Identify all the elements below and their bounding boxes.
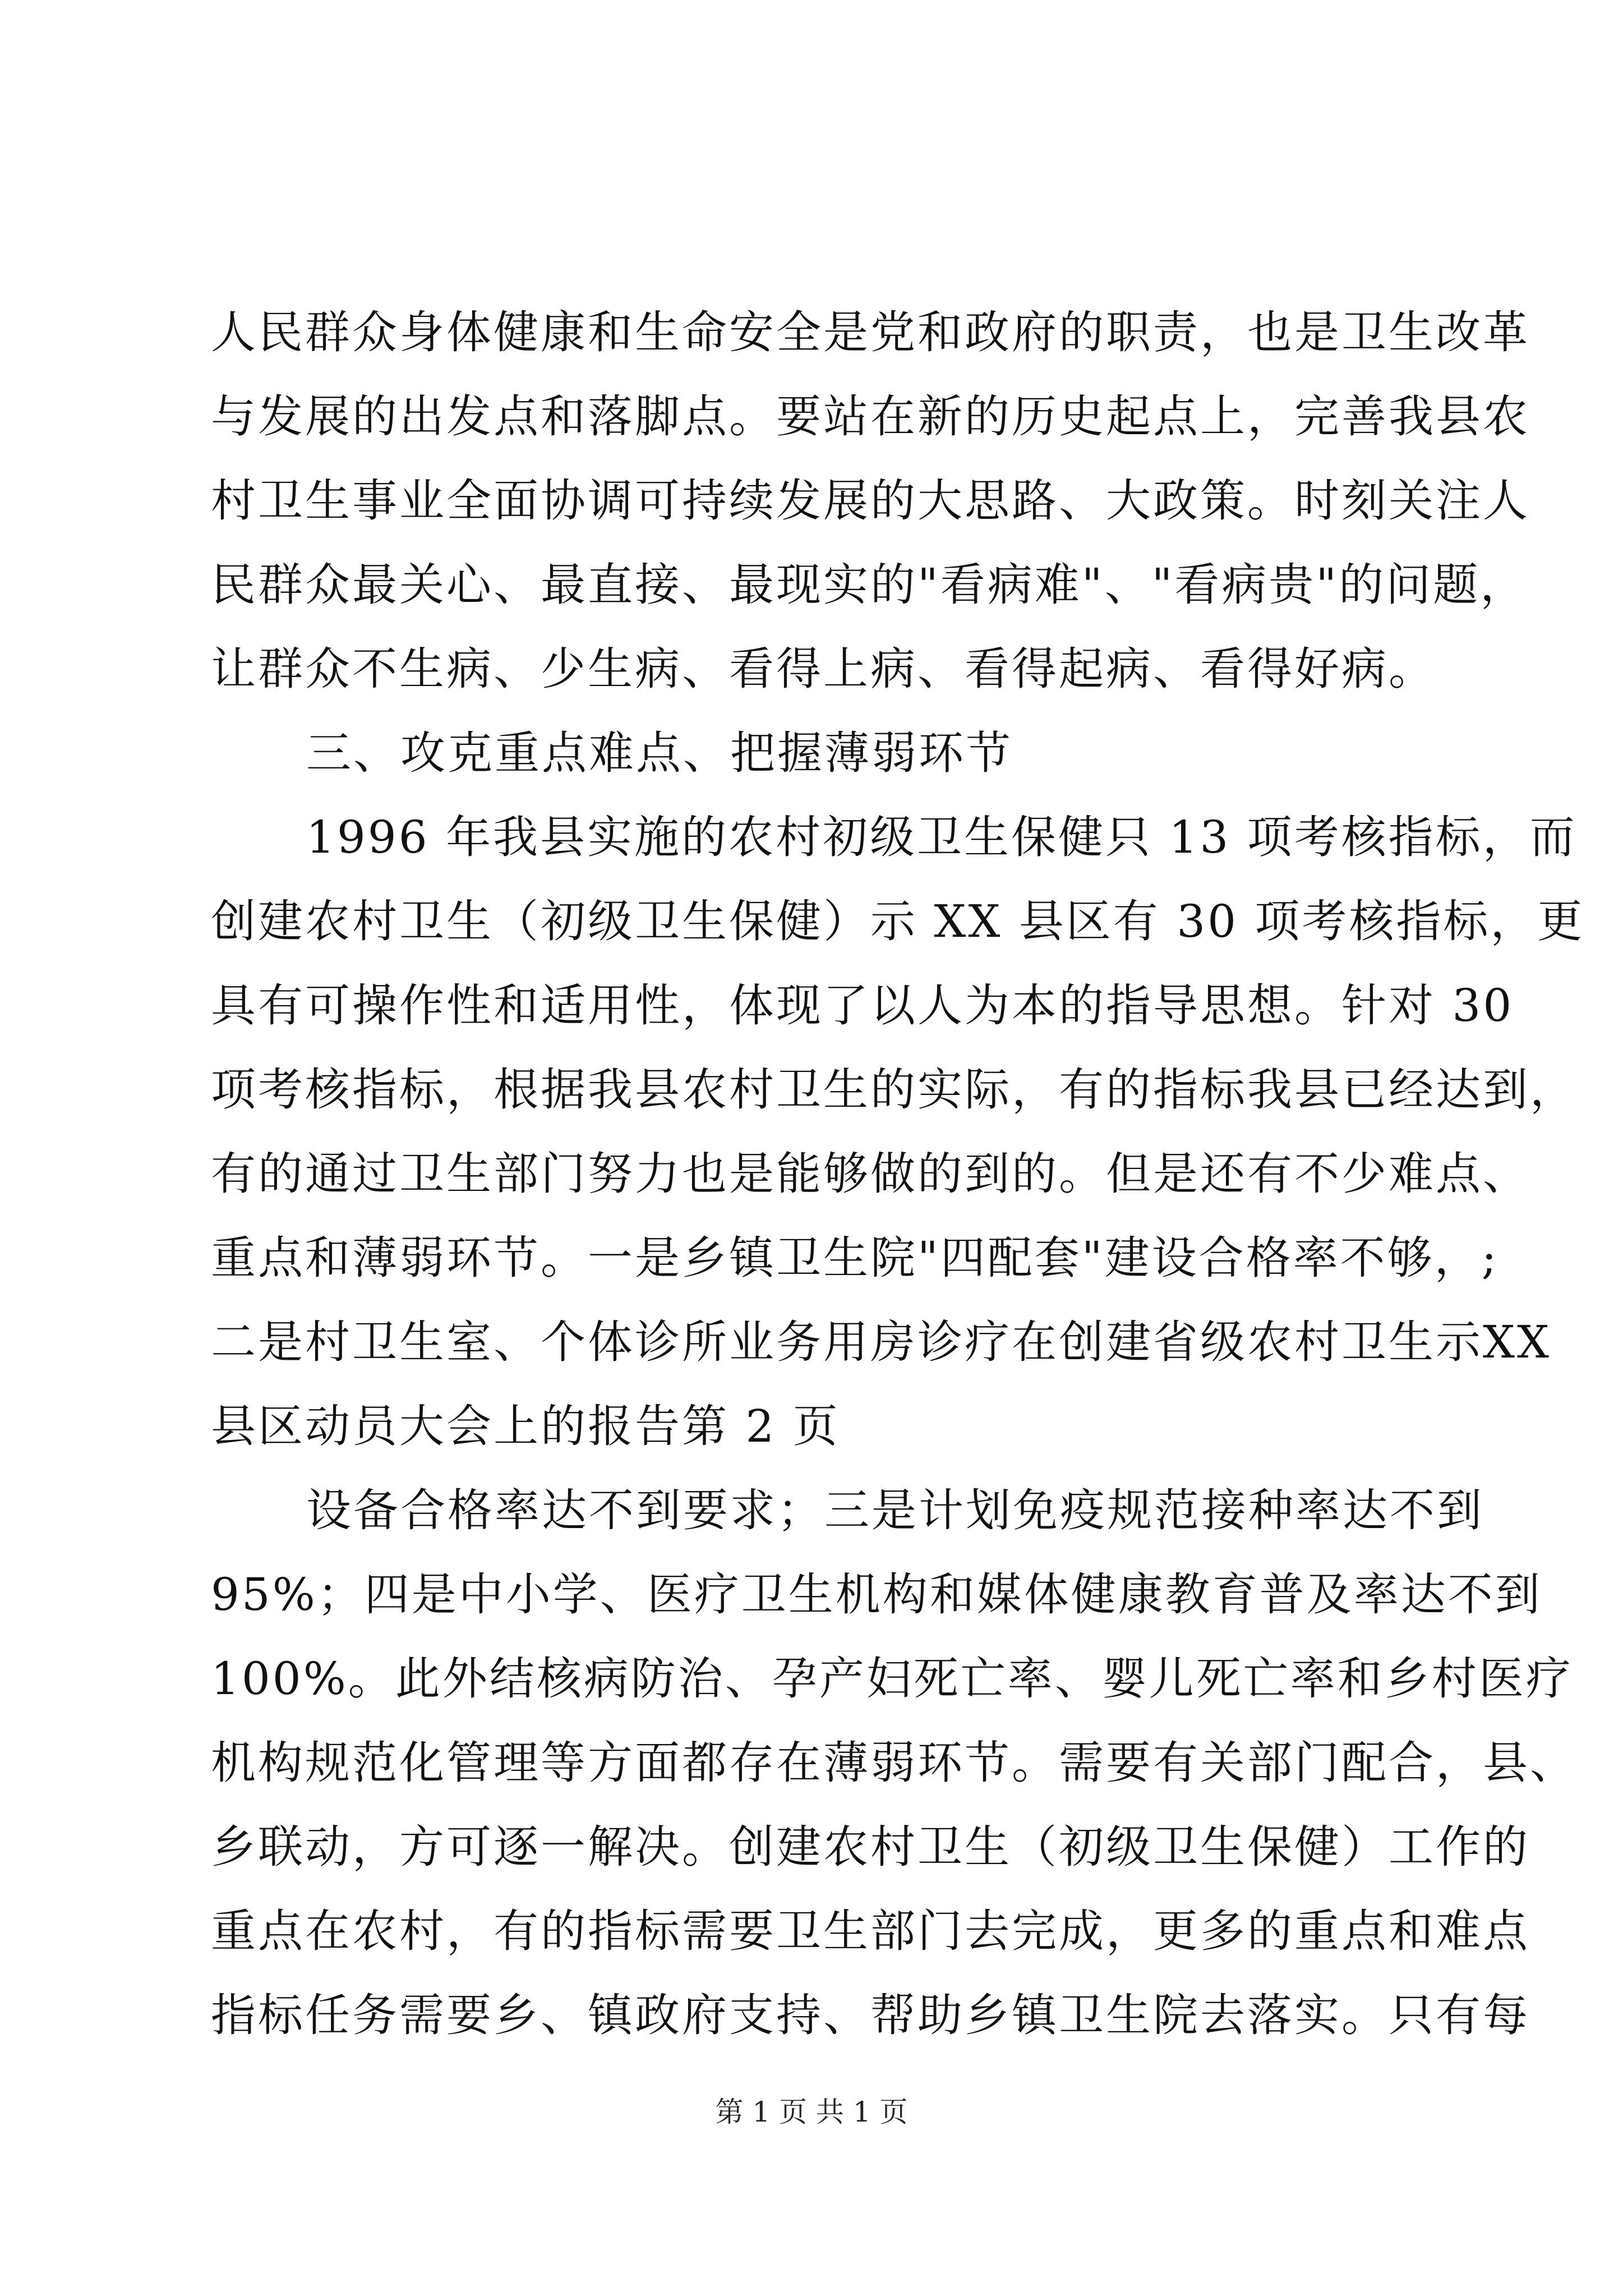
text-line: 二是村卫生室、个体诊所业务用房诊疗在创建省级农村卫生示XX — [211, 1316, 1551, 1368]
text-line: 机构规范化管理等方面都存在薄弱环节。需要有关部门配合，县、 — [211, 1737, 1577, 1789]
section-heading: 三、攻克重点难点、把握薄弱环节 — [306, 727, 1013, 779]
text-line: 1996 年我县实施的农村初级卫生保健只 13 项考核指标，而 — [306, 811, 1577, 863]
text-line: 县区动员大会上的报告第 2 页 — [211, 1400, 840, 1452]
text-line: 让群众不生病、少生病、看得上病、看得起病、看得好病。 — [211, 643, 1436, 695]
text-line: 100%。此外结核病防治、孕产妇死亡率、婴儿死亡率和乡村医疗 — [211, 1653, 1573, 1705]
text-line: 人民群众身体健康和生命安全是党和政府的职责，也是卫生改革 — [211, 306, 1530, 358]
text-line: 重点和薄弱环节。一是乡镇卫生院"四配套"建设合格率不够，; — [211, 1232, 1499, 1284]
text-line: 项考核指标，根据我县农村卫生的实际，有的指标我县已经达到， — [211, 1064, 1577, 1116]
text-line: 村卫生事业全面协调可持续发展的大思路、大政策。时刻关注人 — [211, 475, 1530, 527]
text-line: 指标任务需要乡、镇政府支持、帮助乡镇卫生院去落实。只有每 — [211, 1989, 1530, 2041]
document-body — [211, 291, 1585, 2058]
text-line: 与发展的出发点和落脚点。要站在新的历史起点上，完善我县农 — [211, 390, 1530, 443]
text-line: 乡联动，方可逐一解决。创建农村卫生（初级卫生保健）工作的 — [211, 1821, 1530, 1873]
text-line: 有的通过卫生部门努力也是能够做的到的。但是还有不少难点、 — [211, 1148, 1530, 1200]
text-line: 重点在农村，有的指标需要卫生部门去完成，更多的重点和难点 — [211, 1905, 1530, 1957]
text-line: 具有可操作性和适用性，体现了以人为本的指导思想。针对 30 — [211, 979, 1514, 1032]
page-footer: 第 1 页 共 1 页 — [715, 2096, 908, 2128]
text-line: 95%；四是中小学、医疗卫生机构和媒体健康教育普及率达不到 — [211, 1568, 1542, 1621]
text-line: 创建农村卫生（初级卫生保健）示 XX 县区有 30 项考核指标，更 — [211, 895, 1585, 947]
text-line: 设备合格率达不到要求；三是计划免疫规范接种率达不到 — [306, 1484, 1484, 1536]
text-line: 民群众最关心、最直接、最现实的"看病难"、"看病贵"的问题， — [211, 559, 1528, 611]
